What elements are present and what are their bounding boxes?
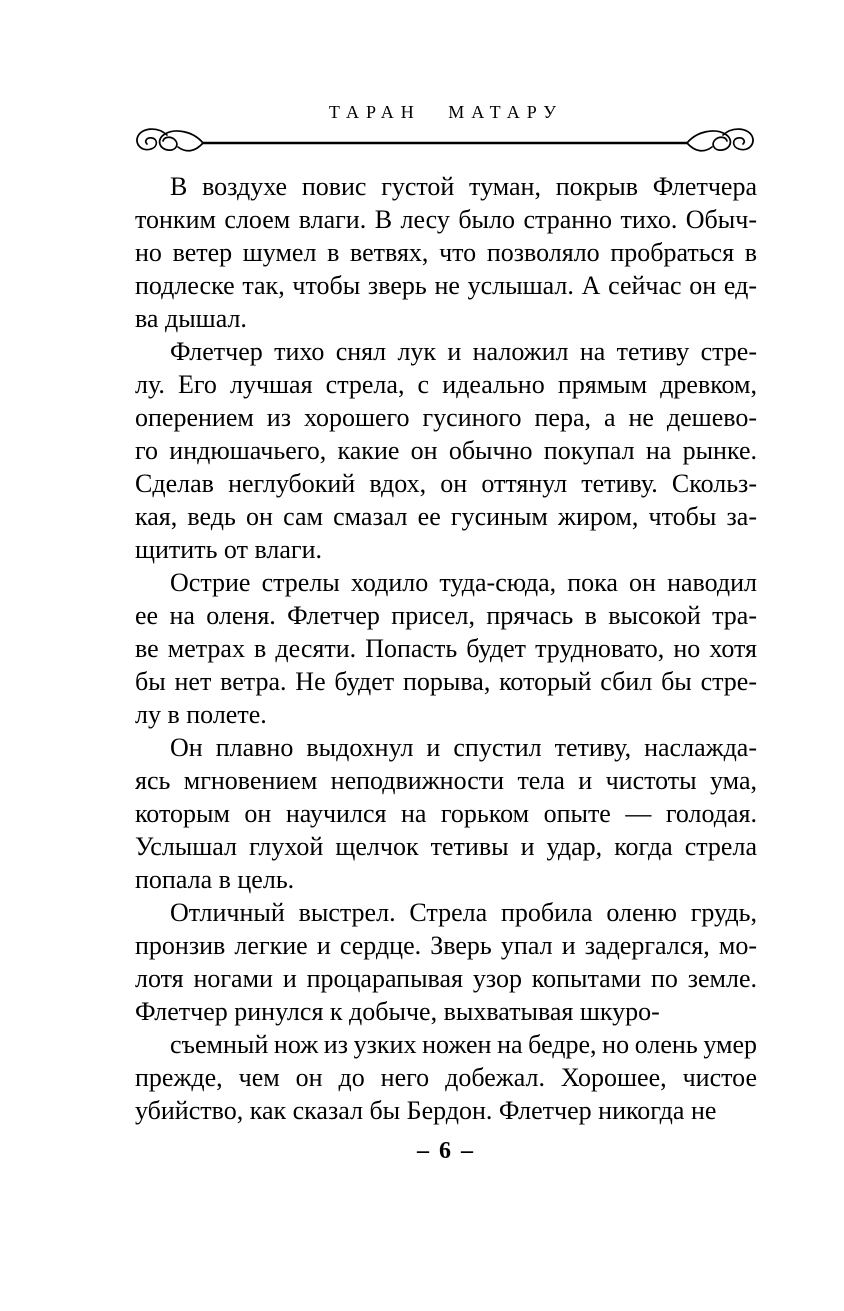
text-line: ясь мгновением неподвижности тела и чистоты ума, [135, 766, 757, 795]
text-line: попала в цель. [135, 865, 295, 894]
text-line: Отличный выстрел. Стрела пробила оленю грудь, [170, 898, 757, 927]
text-line: кая, ведь он сам смазал ее гусиным жиром, чтобы за- [135, 502, 757, 531]
text-line: Флетчер тихо снял лук и наложил на тетиву стре- [170, 337, 757, 366]
header-flourish-left-icon [137, 129, 203, 151]
text-line: бы нет ветра. Не будет порыва, который сбил бы стре- [135, 667, 757, 696]
text-line: Флетчер ринулся к добыче, выхватывая шкуро- [135, 997, 660, 1026]
header-ornament [133, 126, 757, 160]
page-number: – 6 – [417, 1138, 475, 1164]
text-line: щитить от влаги. [135, 535, 322, 564]
body-text [135, 170, 757, 1127]
text-line: Сделав неглубокий вдох, он оттянул тетиву. Скольз- [135, 469, 757, 498]
text-line: Острие стрелы ходило туда-сюда, пока он наводил [170, 568, 757, 597]
text-line: лотя ногами и процарапывая узор копытами по земле. [135, 964, 757, 993]
text-line: оперением из хорошего гусиного пера, а не дешево- [135, 403, 757, 432]
text-line: ве метрах в десяти. Попасть будет трудновато, но хотя [135, 634, 757, 663]
running-head-title: ТАРАН МАТАРУ [328, 102, 564, 122]
text-line: лу в полете. [135, 700, 267, 729]
text-line: Услышал глухой щелчок тетивы и удар, когда стрела [135, 832, 757, 861]
text-line: лу. Его лучшая стрела, с идеально прямым древком, [135, 370, 757, 399]
text-line: го индюшачьего, какие он обычно покупал на рынке. [135, 436, 757, 465]
text-line: В воздухе повис густой туман, покрыв Флетчера [170, 172, 757, 201]
text-line: Он плавно выдохнул и спустил тетиву, наслажда- [170, 733, 757, 762]
text-line: ва дышал. [135, 304, 247, 333]
text-line: но ветер шумел в ветвях, что позволяло пробраться в [135, 238, 757, 267]
text-line: подлеске так, чтобы зверь не услышал. А сейчас он ед- [135, 271, 757, 300]
text-line: пронзив легкие и сердце. Зверь упал и задергался, мо- [135, 931, 757, 960]
text-line: которым он научился на горьком опыте — голодая. [135, 799, 757, 828]
text-line: ее на оленя. Флетчер присел, прячась в высокой тра- [135, 601, 757, 630]
text-line: тонким слоем влаги. В лесу было странно тихо. Обыч- [135, 205, 757, 234]
text-line: убийство, как сказал бы Бердон. Флетчер никогда не [135, 1096, 717, 1125]
text-line: съемный нож из узких ножен на бедре, но олень умер [170, 1030, 757, 1059]
text-line: прежде, чем он до него добежал. Хорошее, чистое [135, 1063, 757, 1092]
header-flourish-right-icon [687, 129, 753, 151]
